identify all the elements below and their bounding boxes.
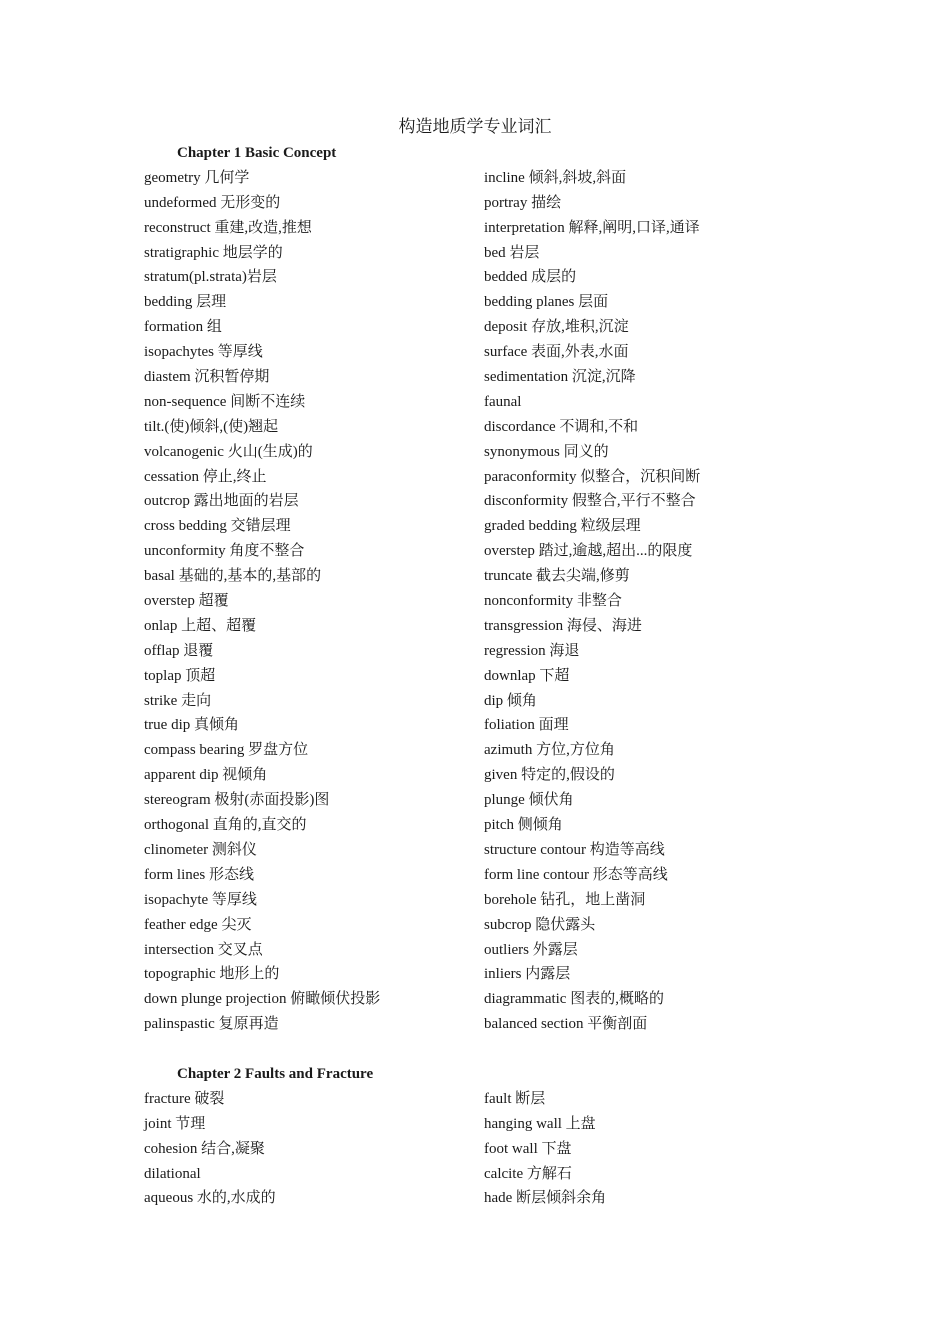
term-left: palinspastic 复原再造: [144, 1016, 279, 1033]
term-right: bedding planes 层面: [484, 294, 609, 311]
term-right: subcrop 隐伏露头: [484, 916, 596, 933]
chapter-heading: Chapter 1 Basic Concept: [177, 145, 337, 161]
term-row: [0, 1114, 950, 1139]
term-left: toplap 顶超: [144, 667, 216, 684]
term-row: [0, 989, 950, 1014]
term-right: disconformity 假整合,平行不整合: [484, 493, 696, 510]
term-row: [0, 940, 950, 965]
term-left: bedding 层理: [144, 294, 227, 311]
term-right: bedded 成层的: [484, 269, 577, 286]
term-left: diastem 沉积暂停期: [144, 369, 270, 386]
term-row: [0, 1164, 950, 1189]
chapter-heading: Chapter 2 Faults and Fracture: [177, 1066, 374, 1082]
term-row: [0, 267, 950, 292]
term-left: isopachyte 等厚线: [144, 891, 257, 908]
term-left: form lines 形态线: [144, 866, 254, 883]
term-row: [0, 715, 950, 740]
term-right: borehole 钻孔，地上凿洞: [484, 891, 646, 908]
term-left: cessation 停止,终止: [144, 468, 267, 485]
term-row: [0, 641, 950, 666]
term-row: [0, 566, 950, 591]
term-row: [0, 1014, 950, 1039]
term-right: truncate 截去尖端,修剪: [484, 568, 630, 585]
term-row: [0, 367, 950, 392]
term-row: [0, 765, 950, 790]
chapter-1-section: [0, 143, 950, 1039]
term-row: [0, 591, 950, 616]
term-row: [0, 740, 950, 765]
term-left: tilt.(使)倾斜,(使)翘起: [144, 418, 279, 435]
term-row: [0, 516, 950, 541]
term-right: dip 倾角: [484, 692, 537, 709]
term-row: [0, 218, 950, 243]
term-row: [0, 491, 950, 516]
term-right: discordance 不调和,不和: [484, 418, 639, 435]
term-right: plunge 倾伏角: [484, 792, 574, 809]
term-right: fault 断层: [484, 1090, 546, 1107]
term-right: diagrammatic 图表的,概略的: [484, 991, 664, 1008]
term-row: [0, 442, 950, 467]
term-row: [0, 915, 950, 940]
term-right: downlap 下超: [484, 667, 570, 684]
term-left: reconstruct 重建,改造,推想: [144, 219, 312, 236]
term-right: surface 表面,外表,水面: [484, 344, 629, 361]
term-row: [0, 417, 950, 442]
term-left: basal 基础的,基本的,基部的: [144, 568, 322, 585]
term-left: isopachytes 等厚线: [144, 344, 263, 361]
page-title: 构造地质学专业词汇: [398, 117, 552, 136]
term-right: calcite 方解石: [484, 1165, 572, 1182]
term-left: non-sequence 间断不连续: [144, 393, 306, 410]
term-row: [0, 193, 950, 218]
term-left: outcrop 露出地面的岩层: [144, 493, 299, 510]
term-row: [0, 467, 950, 492]
term-left: true dip 真倾角: [144, 717, 239, 734]
term-left: topographic 地形上的: [144, 966, 280, 983]
term-left: cohesion 结合,凝聚: [144, 1140, 265, 1157]
term-row: [0, 616, 950, 641]
term-row: [0, 691, 950, 716]
term-right: hanging wall 上盘: [484, 1115, 596, 1132]
term-row: [0, 840, 950, 865]
term-left: stratum(pl.strata)岩层: [144, 269, 277, 286]
term-row: [0, 541, 950, 566]
term-left: formation 组: [144, 319, 222, 336]
term-left: orthogonal 直角的,直交的: [144, 817, 307, 834]
term-right: hade 断层倾斜余角: [484, 1190, 607, 1207]
term-row: [0, 317, 950, 342]
term-right: incline 倾斜,斜坡,斜面: [484, 169, 627, 186]
term-left: compass bearing 罗盘方位: [144, 742, 309, 759]
term-row: [0, 964, 950, 989]
term-left: undeformed 无形变的: [144, 194, 281, 211]
term-left: intersection 交叉点: [144, 941, 263, 958]
term-list: [0, 1089, 950, 1213]
term-row: [0, 1139, 950, 1164]
term-row: [0, 1188, 950, 1213]
term-row: [0, 815, 950, 840]
term-right: transgression 海侵、海进: [484, 617, 642, 634]
term-row: [0, 292, 950, 317]
term-row: [0, 666, 950, 691]
term-right: paraconformity 似整合，沉积间断: [484, 468, 701, 485]
term-right: pitch 侧倾角: [484, 817, 563, 834]
term-left: fracture 破裂: [144, 1090, 225, 1107]
term-right: synonymous 同义的: [484, 443, 609, 460]
term-left: stratigraphic 地层学的: [144, 244, 283, 261]
term-right: structure contour 构造等高线: [484, 841, 665, 858]
term-left: clinometer 测斜仪: [144, 841, 257, 858]
term-list: [0, 168, 950, 1039]
term-left: onlap 上超、超覆: [144, 617, 257, 634]
term-right: foot wall 下盘: [484, 1140, 572, 1157]
term-right: graded bedding 粒级层理: [484, 518, 641, 535]
term-right: form line contour 形态等高线: [484, 866, 668, 883]
term-left: strike 走向: [144, 692, 212, 709]
term-right: portray 描绘: [484, 194, 562, 211]
term-left: down plunge projection 俯瞰倾伏投影: [144, 991, 381, 1008]
term-row: [0, 1089, 950, 1114]
chapter-2-section: [0, 1064, 950, 1213]
term-right: balanced section 平衡剖面: [484, 1016, 648, 1033]
term-right: regression 海退: [484, 642, 580, 659]
term-right: given 特定的,假设的: [484, 767, 615, 784]
term-row: [0, 243, 950, 268]
term-left: cross bedding 交错层理: [144, 518, 291, 535]
term-left: stereogram 极射(赤面投影)图: [144, 792, 330, 809]
term-right: deposit 存放,堆积,沉淀: [484, 319, 629, 336]
term-right: foliation 面理: [484, 717, 569, 734]
term-right: bed 岩层: [484, 244, 540, 261]
term-row: [0, 890, 950, 915]
term-left: geometry 几何学: [144, 169, 250, 186]
term-row: [0, 865, 950, 890]
term-left: joint 节理: [144, 1115, 206, 1132]
term-left: offlap 退覆: [144, 642, 214, 659]
term-row: [0, 342, 950, 367]
term-right: overstep 踏过,逾越,超出...的限度: [484, 543, 693, 560]
term-left: aqueous 水的,水成的: [144, 1190, 276, 1207]
term-right: outliers 外露层: [484, 941, 578, 958]
term-left: overstep 超覆: [144, 593, 229, 610]
term-right: interpretation 解释,阐明,口译,通译: [484, 219, 700, 236]
term-left: unconformity 角度不整合: [144, 543, 305, 560]
term-left: dilational: [144, 1165, 201, 1182]
term-right: faunal: [484, 393, 522, 410]
term-right: inliers 内露层: [484, 966, 571, 983]
term-right: sedimentation 沉淀,沉降: [484, 369, 636, 386]
term-row: [0, 392, 950, 417]
term-right: nonconformity 非整合: [484, 593, 622, 610]
term-row: [0, 790, 950, 815]
term-right: azimuth 方位,方位角: [484, 742, 615, 759]
term-left: apparent dip 视倾角: [144, 767, 268, 784]
term-left: feather edge 尖灭: [144, 916, 252, 933]
term-left: volcanogenic 火山(生成)的: [144, 443, 313, 460]
term-row: [0, 168, 950, 193]
